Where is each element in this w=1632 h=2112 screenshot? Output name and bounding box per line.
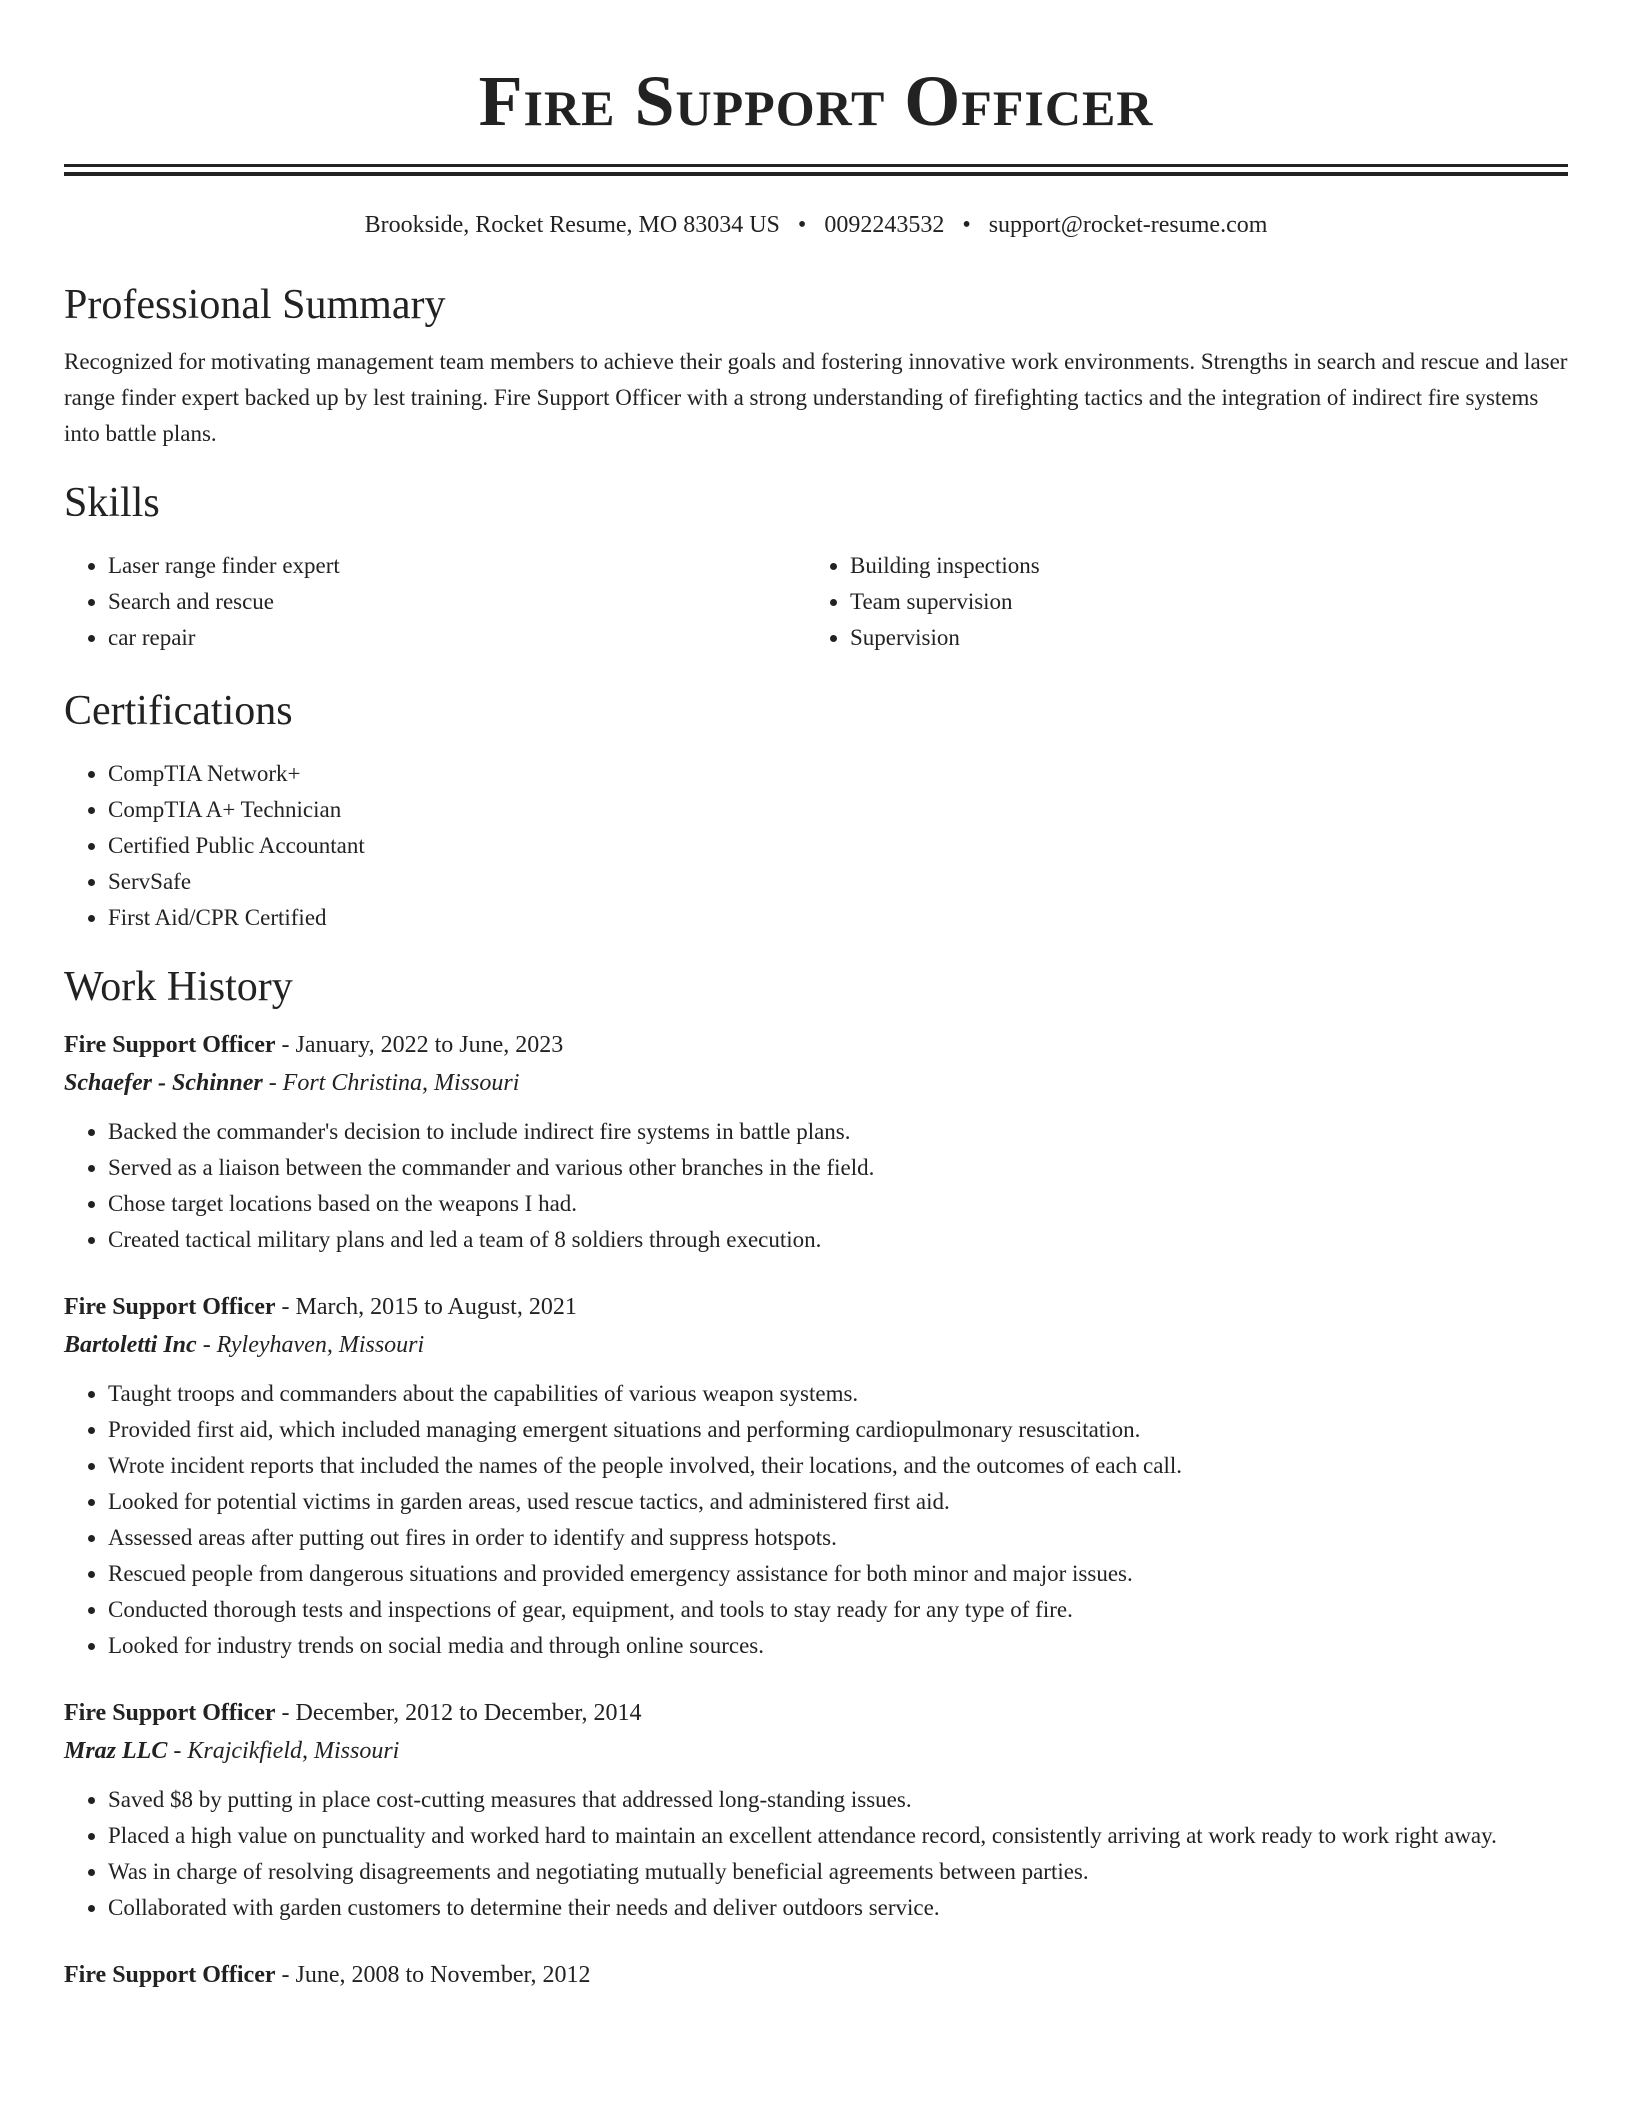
job-company-line [64, 1732, 1568, 1770]
skill-item: • Team supervision [850, 584, 1548, 620]
certifications-heading: Certifications [64, 688, 293, 734]
job-dates: - January, 2022 to June, 2023 [275, 1032, 564, 1058]
certification-item: • ServSafe [108, 864, 1568, 900]
job-duties-list [64, 1782, 1568, 1926]
contact-separator: • [797, 212, 807, 238]
skills-list-left [64, 548, 806, 656]
job-company-line [64, 1064, 1568, 1102]
title-rule-top [64, 164, 1568, 167]
job-entry [64, 1956, 1568, 1994]
skill-item: • Supervision [850, 620, 1548, 656]
contact-separator: • [962, 212, 971, 238]
summary-heading: Professional Summary [64, 282, 446, 328]
certification-item: • First Aid/CPR Certified [108, 900, 1568, 936]
job-duty: • Saved $8 by putting in place cost-cutting measures that addressed long-standing issues. [108, 1782, 1568, 1818]
job-title-line [64, 1956, 1568, 1994]
job-duty: • Backed the commander's decision to include indirect fire systems in battle plans. [108, 1114, 1568, 1150]
job-duty: • Wrote incident reports that included the names of the people involved, their locations, and the outcomes of each call. [108, 1448, 1568, 1484]
job-location: - Ryleyhaven, Missouri [196, 1332, 425, 1358]
resume-title: Fire Support Officer [478, 61, 1154, 141]
job-duties-list [64, 1114, 1568, 1258]
skills-column-left [64, 548, 806, 656]
contact-line [64, 210, 1568, 240]
skills-heading: Skills [64, 480, 160, 526]
job-duty: • Taught troops and commanders about the capabilities of various weapon systems. [108, 1376, 1568, 1412]
job-title-line [64, 1026, 1568, 1064]
work-history-heading: Work History [64, 964, 293, 1010]
job-dates: - June, 2008 to November, 2012 [275, 1962, 591, 1988]
certification-item: • CompTIA Network+ [108, 756, 1568, 792]
job-location: - Krajcikfield, Missouri [167, 1738, 400, 1764]
contact-email[interactable]: support@rocket-resume.com [988, 212, 1268, 238]
job-entry [64, 1026, 1568, 1258]
title-rule-bottom [64, 172, 1568, 176]
contact-phone: 0092243532 [824, 212, 945, 238]
certifications-list [64, 756, 1568, 936]
skills-column-right [806, 548, 1548, 656]
job-title-line [64, 1694, 1568, 1732]
job-entry [64, 1694, 1568, 1926]
certification-item: • CompTIA A+ Technician [108, 792, 1568, 828]
job-location: - Fort Christina, Missouri [262, 1070, 520, 1096]
work-history-list [64, 1026, 1568, 1994]
job-entry [64, 1288, 1568, 1664]
job-title: Fire Support Officer [64, 1294, 276, 1320]
certification-item: • Certified Public Accountant [108, 828, 1568, 864]
job-duty: • Rescued people from dangerous situations and provided emergency assistance for both minor and major issues. [108, 1556, 1568, 1592]
job-duty: • Provided first aid, which included managing emergent situations and performing cardiopulmonary resuscitation. [108, 1412, 1568, 1448]
job-duty: • Assessed areas after putting out fires in order to identify and suppress hotspots. [108, 1520, 1568, 1556]
contact-address: Brookside, Rocket Resume, MO 83034 US [364, 212, 780, 238]
job-duty: • Collaborated with garden customers to determine their needs and deliver outdoors service. [108, 1890, 1568, 1926]
job-company: Bartoletti Inc [64, 1332, 197, 1358]
skill-item: • car repair [108, 620, 806, 656]
job-title: Fire Support Officer [64, 1962, 276, 1988]
job-title: Fire Support Officer [64, 1700, 276, 1726]
job-dates: - March, 2015 to August, 2021 [275, 1294, 577, 1320]
skills-section [64, 548, 1568, 656]
job-duty: • Placed a high value on punctuality and worked hard to maintain an excellent attendance record, consistently arriving at work ready to work right away. [108, 1818, 1568, 1854]
skill-item: • Search and rescue [108, 584, 806, 620]
job-company: Mraz LLC [64, 1738, 168, 1764]
job-company: Schaefer - Schinner [64, 1070, 263, 1096]
job-title-line [64, 1288, 1568, 1326]
job-duty: • Chose target locations based on the weapons I had. [108, 1186, 1568, 1222]
job-company-line [64, 1326, 1568, 1364]
job-duty: • Created tactical military plans and led a team of 8 soldiers through execution. [108, 1222, 1568, 1258]
job-duty: • Looked for potential victims in garden areas, used rescue tactics, and administered first aid. [108, 1484, 1568, 1520]
skill-item: • Building inspections [850, 548, 1548, 584]
skills-list-right [806, 548, 1548, 656]
job-duty: • Conducted thorough tests and inspections of gear, equipment, and tools to stay ready for any type of fire. [108, 1592, 1568, 1628]
job-duty: • Looked for industry trends on social media and through online sources. [108, 1628, 1568, 1664]
job-title: Fire Support Officer [64, 1032, 276, 1058]
job-duties-list [64, 1376, 1568, 1664]
skill-item: • Laser range finder expert [108, 548, 806, 584]
job-dates: - December, 2012 to December, 2014 [275, 1700, 642, 1726]
job-duty: • Was in charge of resolving disagreements and negotiating mutually beneficial agreements between parties. [108, 1854, 1568, 1890]
summary-text: Recognized for motivating management team members to achieve their goals and fostering innovative work environments. Strengths in search and rescue and laser range finder expert backed up by lest training. Fire Support Officer with a strong understanding of firefighting tactics and the integration of indirect fire systems into battle plans. [64, 349, 1568, 446]
job-duty: • Served as a liaison between the commander and various other branches in the field. [108, 1150, 1568, 1186]
